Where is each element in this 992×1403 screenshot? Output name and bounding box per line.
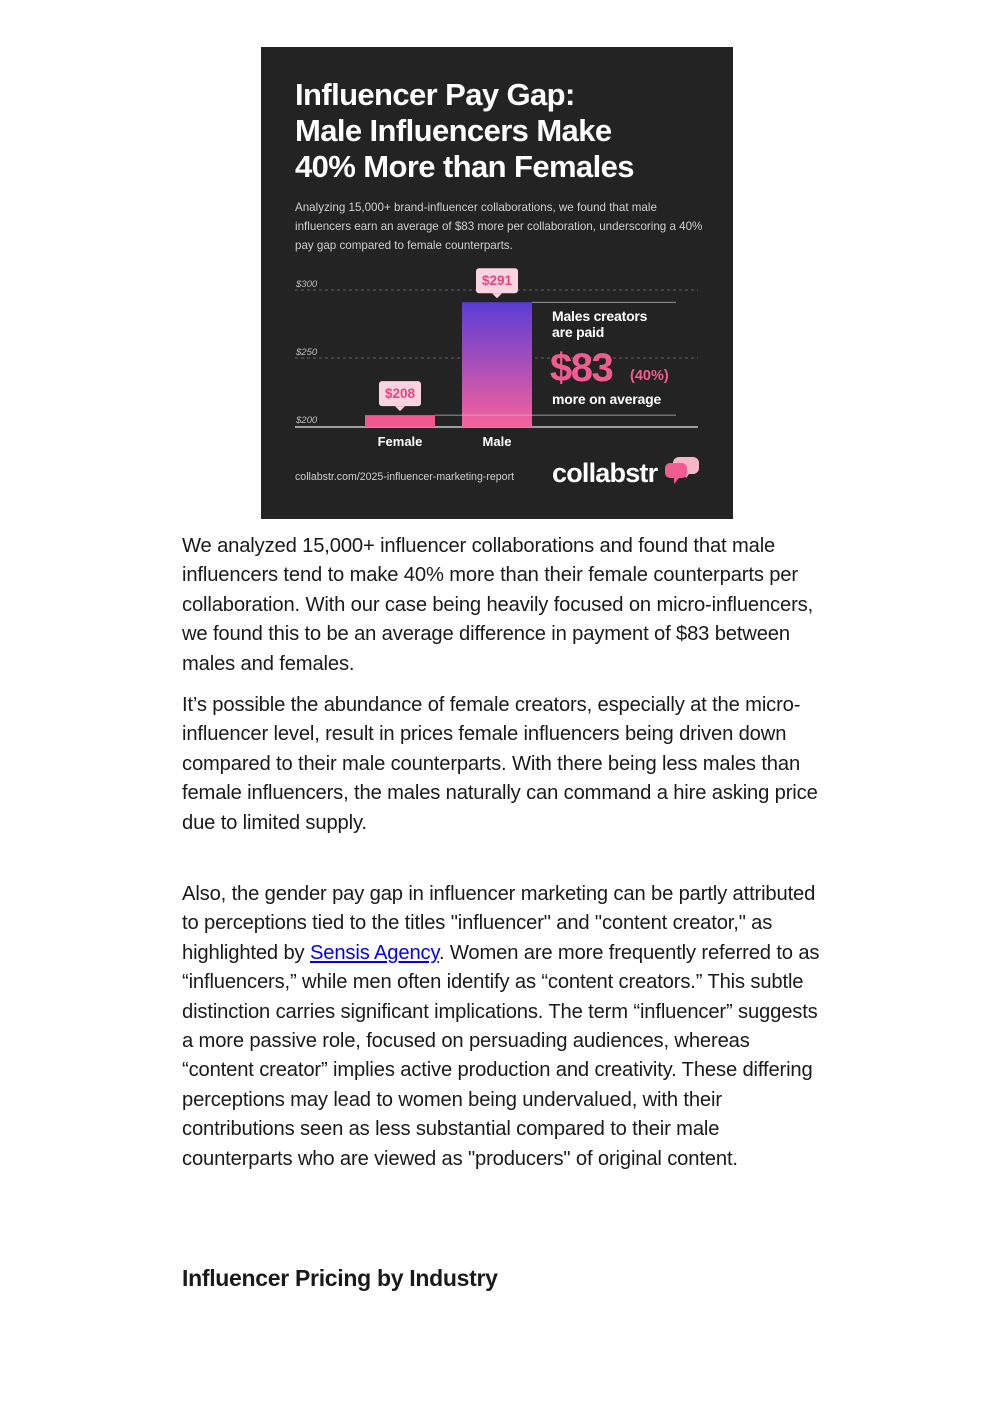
article-paragraph: It’s possible the abundance of female creators, especially at the micro-influencer level, result in prices female influencers being driven down compared to their male counterparts. With there being less males than female influencers, the males naturally can command a hire asking price due to limited supply. [182,694,818,834]
y-tick-label: $200 [296,415,318,426]
annotation-percent: (40%) [630,368,669,384]
bar-female [365,415,435,427]
annotation-heading: Males creators [552,308,648,324]
collabstr-logo: collabstr [552,458,658,488]
annotation-amount: $83 [550,346,613,390]
title-line: Influencer Pay Gap: [295,77,575,112]
title-line: Male Influencers Make [295,113,612,148]
title-line: 40% More than Females [295,149,634,184]
annotation-footer: more on average [552,391,662,407]
pay-gap-bar-chart [261,47,733,519]
annotation-heading: are paid [552,324,605,340]
pay-gap-infographic [261,47,733,519]
section-heading: Influencer Pricing by Industry [182,1265,498,1291]
y-tick-label: $250 [296,347,318,358]
article-paragraph: We analyzed 15,000+ influencer collaborations and found that male influencers tend to make 40% more than their female counterparts per collaboration. With our case being heavily focused on micro-influencers, we found this to be an average difference in payment of $83 between males and females. [182,535,814,675]
bar-male [462,302,532,427]
category-label: Male [482,434,512,449]
source-url: collabstr.com/2025-influencer-marketing-report [295,471,515,483]
value-label: $291 [481,273,513,289]
category-label: Female [377,434,423,449]
value-label: $208 [384,386,416,402]
sensis-agency-link[interactable]: Sensis Agency [309,941,439,964]
article-paragraph [182,880,822,1174]
paragraph-text: Also, the gender pay gap in influencer marketing can be partly attributed to perceptions tied to the titles "influencer" and "content creator," as highlighted by [182,883,816,964]
paragraph-text: . Women are more frequently referred to as “influencers,” while men often identify as “content creators.” This subtle distinction carries significant implications. The term “influencer” suggests a more passive role, focused on persuading audiences, whereas “content creator” implies active production and creativity. These differing perceptions may lead to women being undervalued, with their contributions seen as less substantial compared to their male counterparts who are viewed as "producers" of original content. [182,941,820,1170]
infographic-subtitle: Analyzing 15,000+ brand-influencer collaborations, we found that male influencers earn an average of $83 more per collaboration, underscoring a 40% pay gap compared to female counterparts. [295,201,703,252]
value-label-pointer [395,406,405,411]
speech-bubbles-icon [665,457,699,484]
y-tick-label: $300 [296,279,318,290]
value-label-pointer [492,293,502,298]
